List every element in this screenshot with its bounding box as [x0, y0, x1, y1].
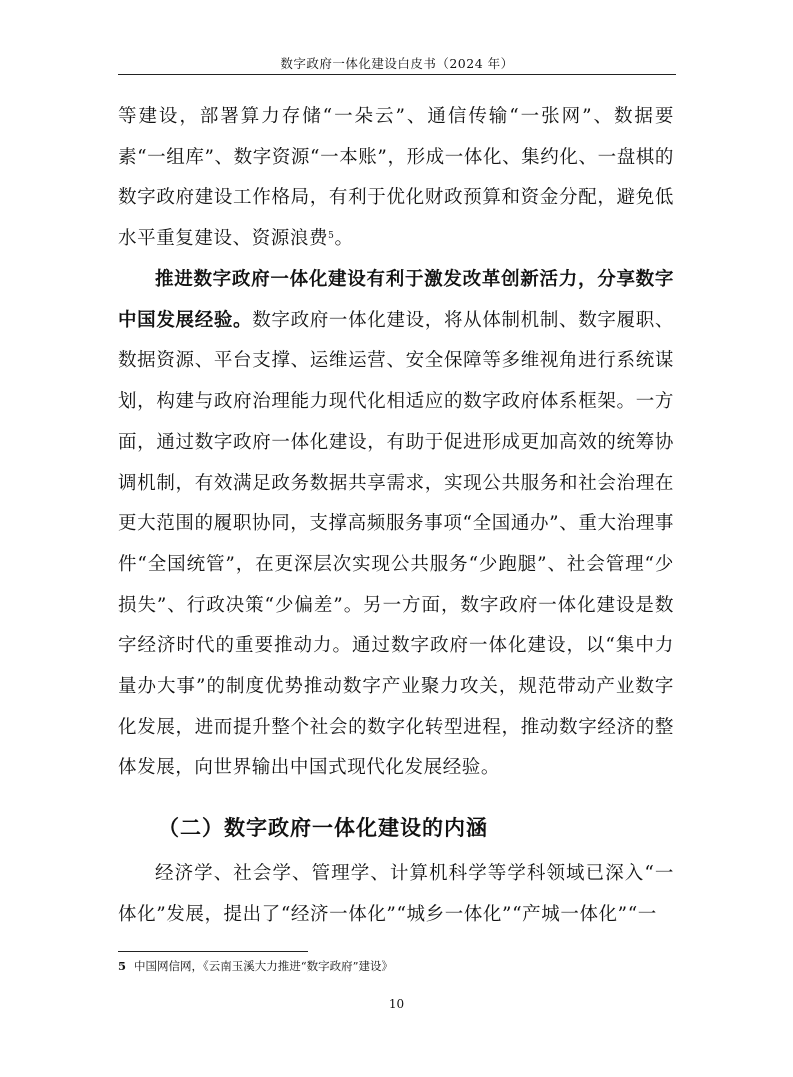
footnote: [118, 958, 393, 974]
paragraph-continuation: [118, 97, 674, 260]
paragraph-text: 数字政府一体化建设，将从体制机制、数字履职、数据资源、平台支撑、运维运营、安全保障等多维视角进行系统谋划，构建与政府治理能力现代化相适应的数字政府体系框架。一方面，通过数字政府一体化建设，有助于促进形成更加高效的统筹协调机制，有效满足政务数据共享需求，实现公共服务和社会治理在更大范围的履职协同，支撑高频服务事项“全国通办”、重大治理事件“全国统管”，在更深层次实现公共服务“少跑腿”、社会管理“少损失”、行政决策“少偏差”。另一方面，数字政府一体化建设是数字经济时代的重要推动力。通过数字政府一体化建设，以“集中力量办大事”的制度优势推动数字产业聚力攻关，规范带动产业数字化发展，进而提升整个社会的数字化转型进程，推动数字经济的整体发展，向世界输出中国式现代化发展经验。: [118, 309, 675, 779]
footnote-text: 中国网信网，《云南玉溪大力推进“数字政府”建设》: [134, 959, 394, 973]
footnote-divider: [118, 951, 308, 952]
paragraph-end: 。: [334, 228, 354, 250]
paragraph-connotation: [118, 854, 674, 935]
paragraph-lead-sentence: 推进数字政府一体化建设有利于激发改革创新活力，分享数字中国发展经验。: [118, 269, 674, 331]
section-heading: （二）数字政府一体化建设的内涵: [158, 816, 488, 840]
paragraph-text: 经济学、社会学、管理学、计算机科学等学科领域已深入“一体化”发展，提出了“经济一体化”“城乡一体化”“产城一体化”“一: [118, 863, 674, 925]
page-number: 10: [388, 997, 405, 1011]
footnote-reference: 5: [328, 231, 335, 242]
paragraph-integration-benefits: [118, 260, 674, 789]
paragraph-text: 等建设，部署算力存储“一朵云”、通信传输“一张网”、数据要素“一组库”、数字资源“一本账”，形成一体化、集约化、一盘棋的数字政府建设工作格局，有利于优化财政预算和资金分配，避免低水平重复建设、资源浪费: [118, 106, 674, 250]
running-header: 数字政府一体化建设白皮书（2024 年）: [280, 56, 514, 71]
header-divider: [118, 74, 676, 75]
footnote-number: 5: [118, 959, 127, 973]
